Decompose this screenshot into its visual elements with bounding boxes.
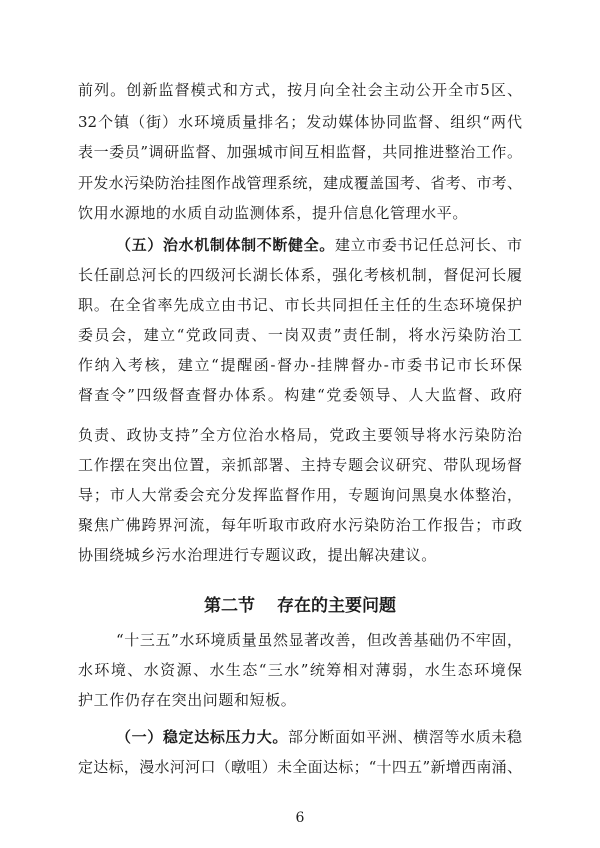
text-line (116, 726, 522, 748)
text-span: 建立市委书记任总河长、市 (334, 236, 522, 254)
text-line: 表一委员”调研监督、加强城市间互相监督，共同推进整治工作。 (78, 143, 522, 161)
text-line: 水环境、水资源、水生态“三水”统筹相对薄弱，水生态环境保 (78, 661, 522, 679)
text-line: 32个镇（街）水环境质量排名；发动媒体协同监督、组织“两代 (78, 113, 522, 131)
text-line: 负责、政协支持”全方位治水格局，党政主要领导将水污染防治 (78, 426, 522, 444)
paragraph-lead: （一）稳定达标压力大。 (116, 728, 289, 746)
text-span: 部分断面如平洲、横滘等水质未稳 (288, 728, 522, 746)
text-line: 委员会，建立“党政同责、一岗双责”责任制，将水污染防治工 (78, 326, 522, 344)
paragraph-lead: （五）治水机制体制不断健全。 (116, 236, 335, 254)
text-line: 工作摆在突出位置，亲抓部署、主持专题会议研究、带队现场督 (78, 456, 522, 474)
text-line: 护工作仍存在突出问题和短板。 (78, 691, 297, 709)
text-line: 导；市人大常委会充分发挥监督作用，专题询问黑臭水体整治， (78, 486, 522, 504)
text-line: “十三五”水环境质量虽然显著改善，但改善基础仍不牢固， (116, 631, 522, 649)
section-title: 存在的主要问题 (277, 596, 396, 616)
text-line: 协围绕城乡污水治理进行专题议政，提出解决建议。 (78, 546, 437, 564)
text-line: 定达标，漫水河河口（暾咀）未全面达标；“十四五”新增西南涌、 (78, 758, 522, 776)
text-line: 长任副总河长的四级河长湖长体系，强化考核机制，督促河长履 (78, 266, 522, 284)
text-line (116, 234, 522, 256)
page-number: 6 (295, 810, 305, 826)
text-line: 聚焦广佛跨界河流，每年听取市政府水污染防治工作报告；市政 (78, 516, 522, 534)
text-line: 饮用水源地的水质自动监测体系，提升信息化管理水平。 (78, 204, 469, 222)
section-heading (0, 591, 600, 616)
text-line: 督查令”四级督查督办体系。构建“党委领导、人大监督、政府 (78, 386, 522, 404)
text-line: 开发水污染防治挂图作战管理系统，建成覆盖国考、省考、市考、 (78, 174, 522, 192)
section-number: 第二节 (204, 596, 255, 616)
text-line: 前列。创新监督模式和方式，按月向全社会主动公开全市5区、 (78, 81, 522, 99)
text-line: 作纳入考核，建立“提醒函-督办-挂牌督办-市委书记市长环保 (78, 356, 522, 374)
text-line: 职。在全省率先成立由书记、市长共同担任主任的生态环境保护 (78, 296, 522, 314)
